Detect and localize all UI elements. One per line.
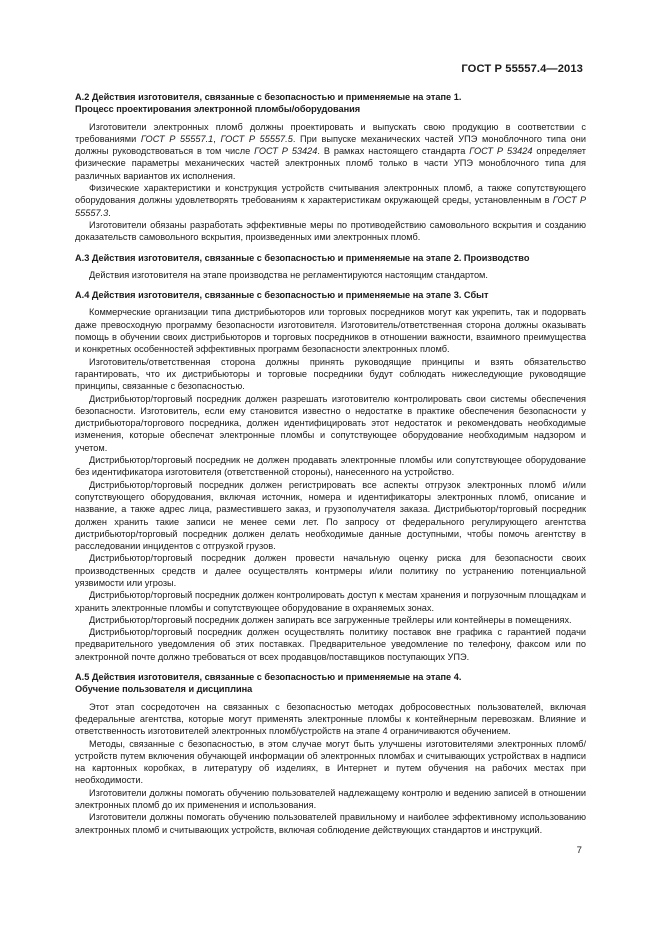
paragraph: Дистрибьютор/торговый посредник должен контролировать доступ к местам хранения и погрузочным площадкам и хранить электронные пломбы и сопутствующее оборудование в охраняемых зонах. bbox=[75, 590, 586, 613]
paragraph: Изготовители должны помогать обучению пользователей надлежащему контролю и ведению записей в отношении электронных пломб до их применения и использования. bbox=[75, 787, 586, 811]
paragraph: Коммерческие организации типа дистрибьюторов или торговых посредников могут как укрепить, так и подорвать даже превосходную программу безопасности изготовителя. Изготовитель/ответственная сторона должны оказывать помощь в обучении своих дистрибьюторов и торговых посредников в отношении важности, взаимного преимущества и конкретных особенностей эффективных программ безопасности электронных пломб. bbox=[75, 307, 586, 355]
paragraph: Изготовители должны помогать обучению пользователей правильному и наиболее эффективному использованию электронных пломб и считывающих устройств, включая соблюдение действующих стандартов и инструкций. bbox=[75, 812, 586, 835]
section-title-line: А.4 Действия изготовителя, связанные с безопасностью и применяемые на этапе 3. Сбыт bbox=[75, 290, 489, 301]
page-body bbox=[75, 91, 586, 836]
paragraph: Физические характеристики и конструкция устройств считывания электронных пломб, а также сопутствующего оборудования должны удовлетворять требованиям к характеристикам окружающей среды, установленным в ГОСТ Р 55557.3. bbox=[75, 183, 586, 218]
paragraph: Дистрибьютор/торговый посредник должен разрешать изготовителю контролировать свои системы обеспечения безопасности. Изготовитель, если ему становится известно о недостатке в практике обеспечения безопасности у дистрибьютора/торгового посредника, должен идентифицировать этот недостаток и рекомендовать необходимые изменения, которые обеспечат электронные пломбы и сопутствующее оборудование необходимым надзором и учетом. bbox=[75, 393, 586, 453]
section-title-a4 bbox=[75, 289, 586, 301]
paragraph: Этот этап сосредоточен на связанных с безопасностью методах добросовестных пользователей, включая федеральные агентства, которые могут применять электронные пломбы к контейнерным перевозкам. Влияние и ответственность изготовителей электронных пломб/устройств на этапе 4 ограничиваются обучением. bbox=[75, 701, 586, 737]
section-title-line: Обучение пользователя и дисциплина bbox=[75, 684, 253, 695]
section-title-line: А.5 Действия изготовителя, связанные с безопасностью и применяемые на этапе 4. bbox=[75, 672, 462, 683]
section-title-line: Процесс проектирования электронной пломбы/оборудования bbox=[75, 104, 361, 115]
section-title-a5 bbox=[75, 671, 586, 696]
section-title-a2 bbox=[75, 91, 586, 116]
paragraph: Дистрибьютор/торговый посредник должен запирать все загруженные трейлеры или контейнеры в помещениях. bbox=[89, 614, 572, 625]
paragraph: Дистрибьютор/торговый посредник должен регистрировать все аспекты отгрузок электронных пломб и/или сопутствующего оборудования, включая источник, номера и идентификаторы электронных пломб, описание и название, а также адрес лица, разместившего заказ, и грузополучателя заказа. Дистрибьютор/торговый посредник должен хранить такие записи не менее семи лет. По запросу от федерального регулирующего агентства дистрибьютор/торговый посредник должен делать необходимые данные доступными, чтобы помочь агентству в расследовании инцидентов с отгрузкой грузов. bbox=[75, 479, 586, 552]
paragraph: Дистрибьютор/торговый посредник должен провести начальную оценку риска для безопасности своих производственных средств и далее осуществлять контрмеры и/или политику по устранению потенциальной уязвимости или угрозы. bbox=[75, 553, 586, 588]
standard-number-header: ГОСТ Р 55557.4—2013 bbox=[461, 63, 583, 75]
paragraph: Изготовители обязаны разработать эффективные меры по противодействию самовольного вскрытия и созданию доказательств самовольного вскрытия, произведенных ими электронных пломб. bbox=[75, 219, 586, 243]
paragraph: Дистрибьютор/торговый посредник должен осуществлять политику поставок вне графика с гарантией подачи предварительного уведомления об этих поставках. Предварительное уведомление по телефону, факсом или по электронной почте должно требоваться от всех продавцов/поставщиков поступающих УПЭ. bbox=[75, 627, 586, 662]
page-number: 7 bbox=[576, 845, 582, 856]
paragraph: Методы, связанные с безопасностью, в этом случае могут быть улучшены изготовителями электронных пломб/устройств путем включения обучающей информации об электронных пломбах и считывающих устройствах в надписи на картонных коробках, в литературу об изделиях, в Интернет и путем обучения на рабочих местах при необходимости. bbox=[75, 738, 586, 786]
section-title-line: А.2 Действия изготовителя, связанные с безопасностью и применяемые на этапе 1. bbox=[75, 92, 462, 102]
paragraph: Дистрибьютор/торговый посредник не должен продавать электронные пломбы или сопутствующее оборудование без идентификатора изготовителя (ответственной стороны), нанесенного на устройство. bbox=[75, 455, 586, 478]
section-title-a3 bbox=[75, 252, 586, 264]
section-title-line: А.3 Действия изготовителя, связанные с безопасностью и применяемые на этапе 2. Производство bbox=[75, 252, 530, 263]
paragraph: Изготовитель/ответственная сторона должны принять руководящие принципы и взять обязательство гарантировать, что их дистрибьюторы и торговые посредники будут соблюдать нижеследующие руководящие принципы, связанные с безопасностью. bbox=[75, 356, 586, 392]
paragraph: Изготовители электронных пломб должны проектировать и выпускать свою продукцию в соответствии с требованиями ГОСТ Р 55557.1, ГОСТ Р 55557.5. При выпуске механических частей УПЭ моноблочного типа они должны руководствоваться в том числе ГОСТ Р 53424. В рамках настоящего стандарта ГОСТ Р 53424 определяет физические параметры механических частей электронных пломб только в части УПЭ моноблочного типа для различных вариантов их исполнения. bbox=[75, 121, 587, 181]
paragraph: Действия изготовителя на этапе производства не регламентируются настоящим стандартом. bbox=[89, 269, 488, 280]
